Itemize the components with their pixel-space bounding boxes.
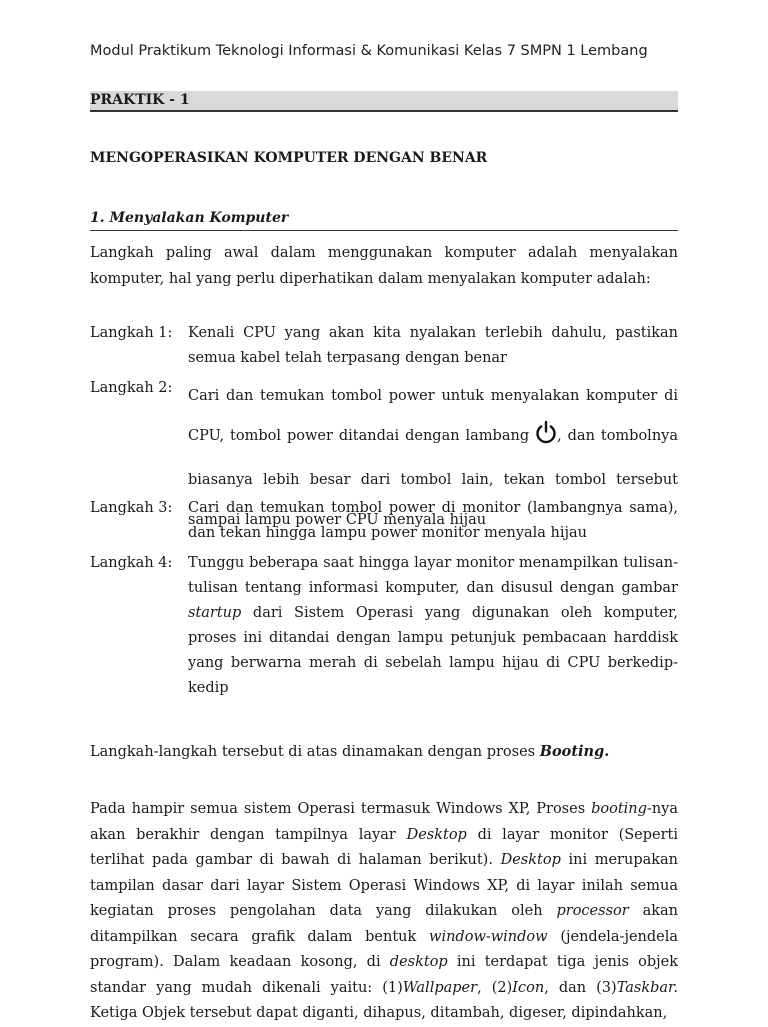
step-4 [90,551,678,701]
praktik-bar: PRAKTIK - 1 [90,91,678,112]
step-text: Tunggu beberapa saat hingga layar monitor menampilkan tulisan-tulisan tentang informasi komputer, dan disusul dengan gambar startup dari Sistem Operasi yang digunakan oleh komputer, proses ini ditandai dengan lampu petunjuk pembacaan harddisk yang berwarna merah di sebelah lampu hijau di CPU berkedip-kedip [188,555,678,696]
step-text: Kenali CPU yang akan kita nyalakan terlebih dahulu, pastikan semua kabel telah terpasang dengan benar [188,325,678,366]
step-1 [90,321,678,371]
desktop-paragraph: Pada hampir semua sistem Operasi termasuk Windows XP, Proses booting-nya akan berakhir dengan tampilnya layar Desktop di layar monitor (Seperti terlihat pada gambar di bawah di halaman berikut). Desktop ini merupakan tampilan dasar dari layar Sistem Operasi Windows XP, di layar inilah semua kegiatan proses pengolahan data yang dilakukan oleh processor akan ditampilkan secara grafik dalam bentuk window-window (jendela-jendela program). Dalam keadaan kosong, di desktop ini terdapat tiga jenis objek standar yang mudah dikenali yaitu: (1)Wallpaper, (2)Icon, dan (3)Taskbar. Ketiga Objek tersebut dapat diganti, dihapus, ditambah, digeser, dipindahkan, [90,801,679,1021]
step-3 [90,496,678,546]
page-header: Modul Praktikum Teknologi Informasi & Komunikasi Kelas 7 SMPN 1 Lembang [90,43,648,59]
step-label: Langkah 3: [90,500,173,516]
booting-term: Booting. [539,743,610,760]
section-heading: 1. Menyalakan Komputer [90,210,678,231]
power-icon [535,420,557,460]
step-label: Langkah 1: [90,325,173,341]
step-label: Langkah 4: [90,555,173,571]
step-label: Langkah 2: [90,380,173,396]
booting-paragraph: Langkah-langkah tersebut di atas dinamakan dengan proses Booting. [90,743,610,760]
intro-paragraph: Langkah paling awal dalam menggunakan komputer adalah menyalakan komputer, hal yang perlu diperhatikan dalam menyalakan komputer adalah: [90,245,678,287]
step-text: Cari dan temukan tombol power untuk menyalakan komputer di CPU, tombol power ditandai dengan lambang , dan tombolnya biasanya lebih besar dari tombol lain, tekan tombol tersebut sampai lampu power CPU menyala hijau [188,388,678,528]
step-text: Cari dan temukan tombol power di monitor (lambangnya sama), dan tekan hingga lampu power monitor menyala hijau [188,500,678,541]
page-title: MENGOPERASIKAN KOMPUTER DENGAN BENAR [90,150,488,166]
